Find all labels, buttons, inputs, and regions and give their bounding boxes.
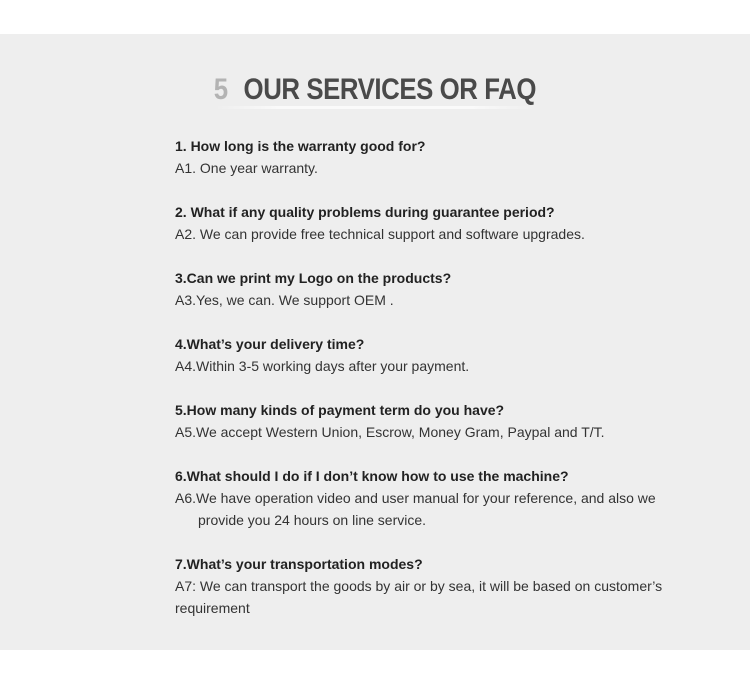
faq-question: 6.What should I do if I don’t know how to use the machine? [175, 468, 569, 484]
faq-answer: A7: We can transport the goods by air or by sea, it will be based on customer’s requirement [175, 578, 663, 616]
faq-answer: A1. One year warranty. [175, 160, 318, 176]
faq-question: 3.Can we print my Logo on the products? [175, 270, 452, 286]
faq-question: 1. How long is the warranty good for? [175, 138, 426, 154]
faq-answer: A4.Within 3-5 working days after your payment. [175, 358, 470, 374]
faq-item-7 [175, 553, 695, 619]
faq-item-5 [175, 399, 695, 443]
faq-answer: A2. We can provide free technical support and software upgrades. [175, 226, 585, 242]
faq-question: 5.How many kinds of payment term do you have? [175, 402, 505, 418]
heading-divider [215, 106, 535, 109]
faq-question: 7.What’s your transportation modes? [175, 556, 423, 572]
faq-item-1 [175, 135, 695, 179]
section-heading [52, 70, 697, 110]
faq-item-4 [175, 333, 695, 377]
faq-answer: A6.We have operation video and user manual for your reference, and also we provide you 24 hours on line service. [175, 490, 656, 528]
faq-answer: A5.We accept Western Union, Escrow, Money Gram, Paypal and T/T. [175, 424, 605, 440]
section-title: OUR SERVICES OR FAQ [243, 73, 536, 106]
faq-question: 4.What’s your delivery time? [175, 336, 365, 352]
faq-item-2 [175, 201, 695, 245]
faq-item-3 [175, 267, 695, 311]
section-number: 5 [213, 73, 229, 106]
faq-list [175, 135, 695, 641]
faq-question: 2. What if any quality problems during guarantee period? [175, 204, 555, 220]
faq-answer: A3.Yes, we can. We support OEM . [175, 292, 394, 308]
faq-item-6 [175, 465, 695, 531]
